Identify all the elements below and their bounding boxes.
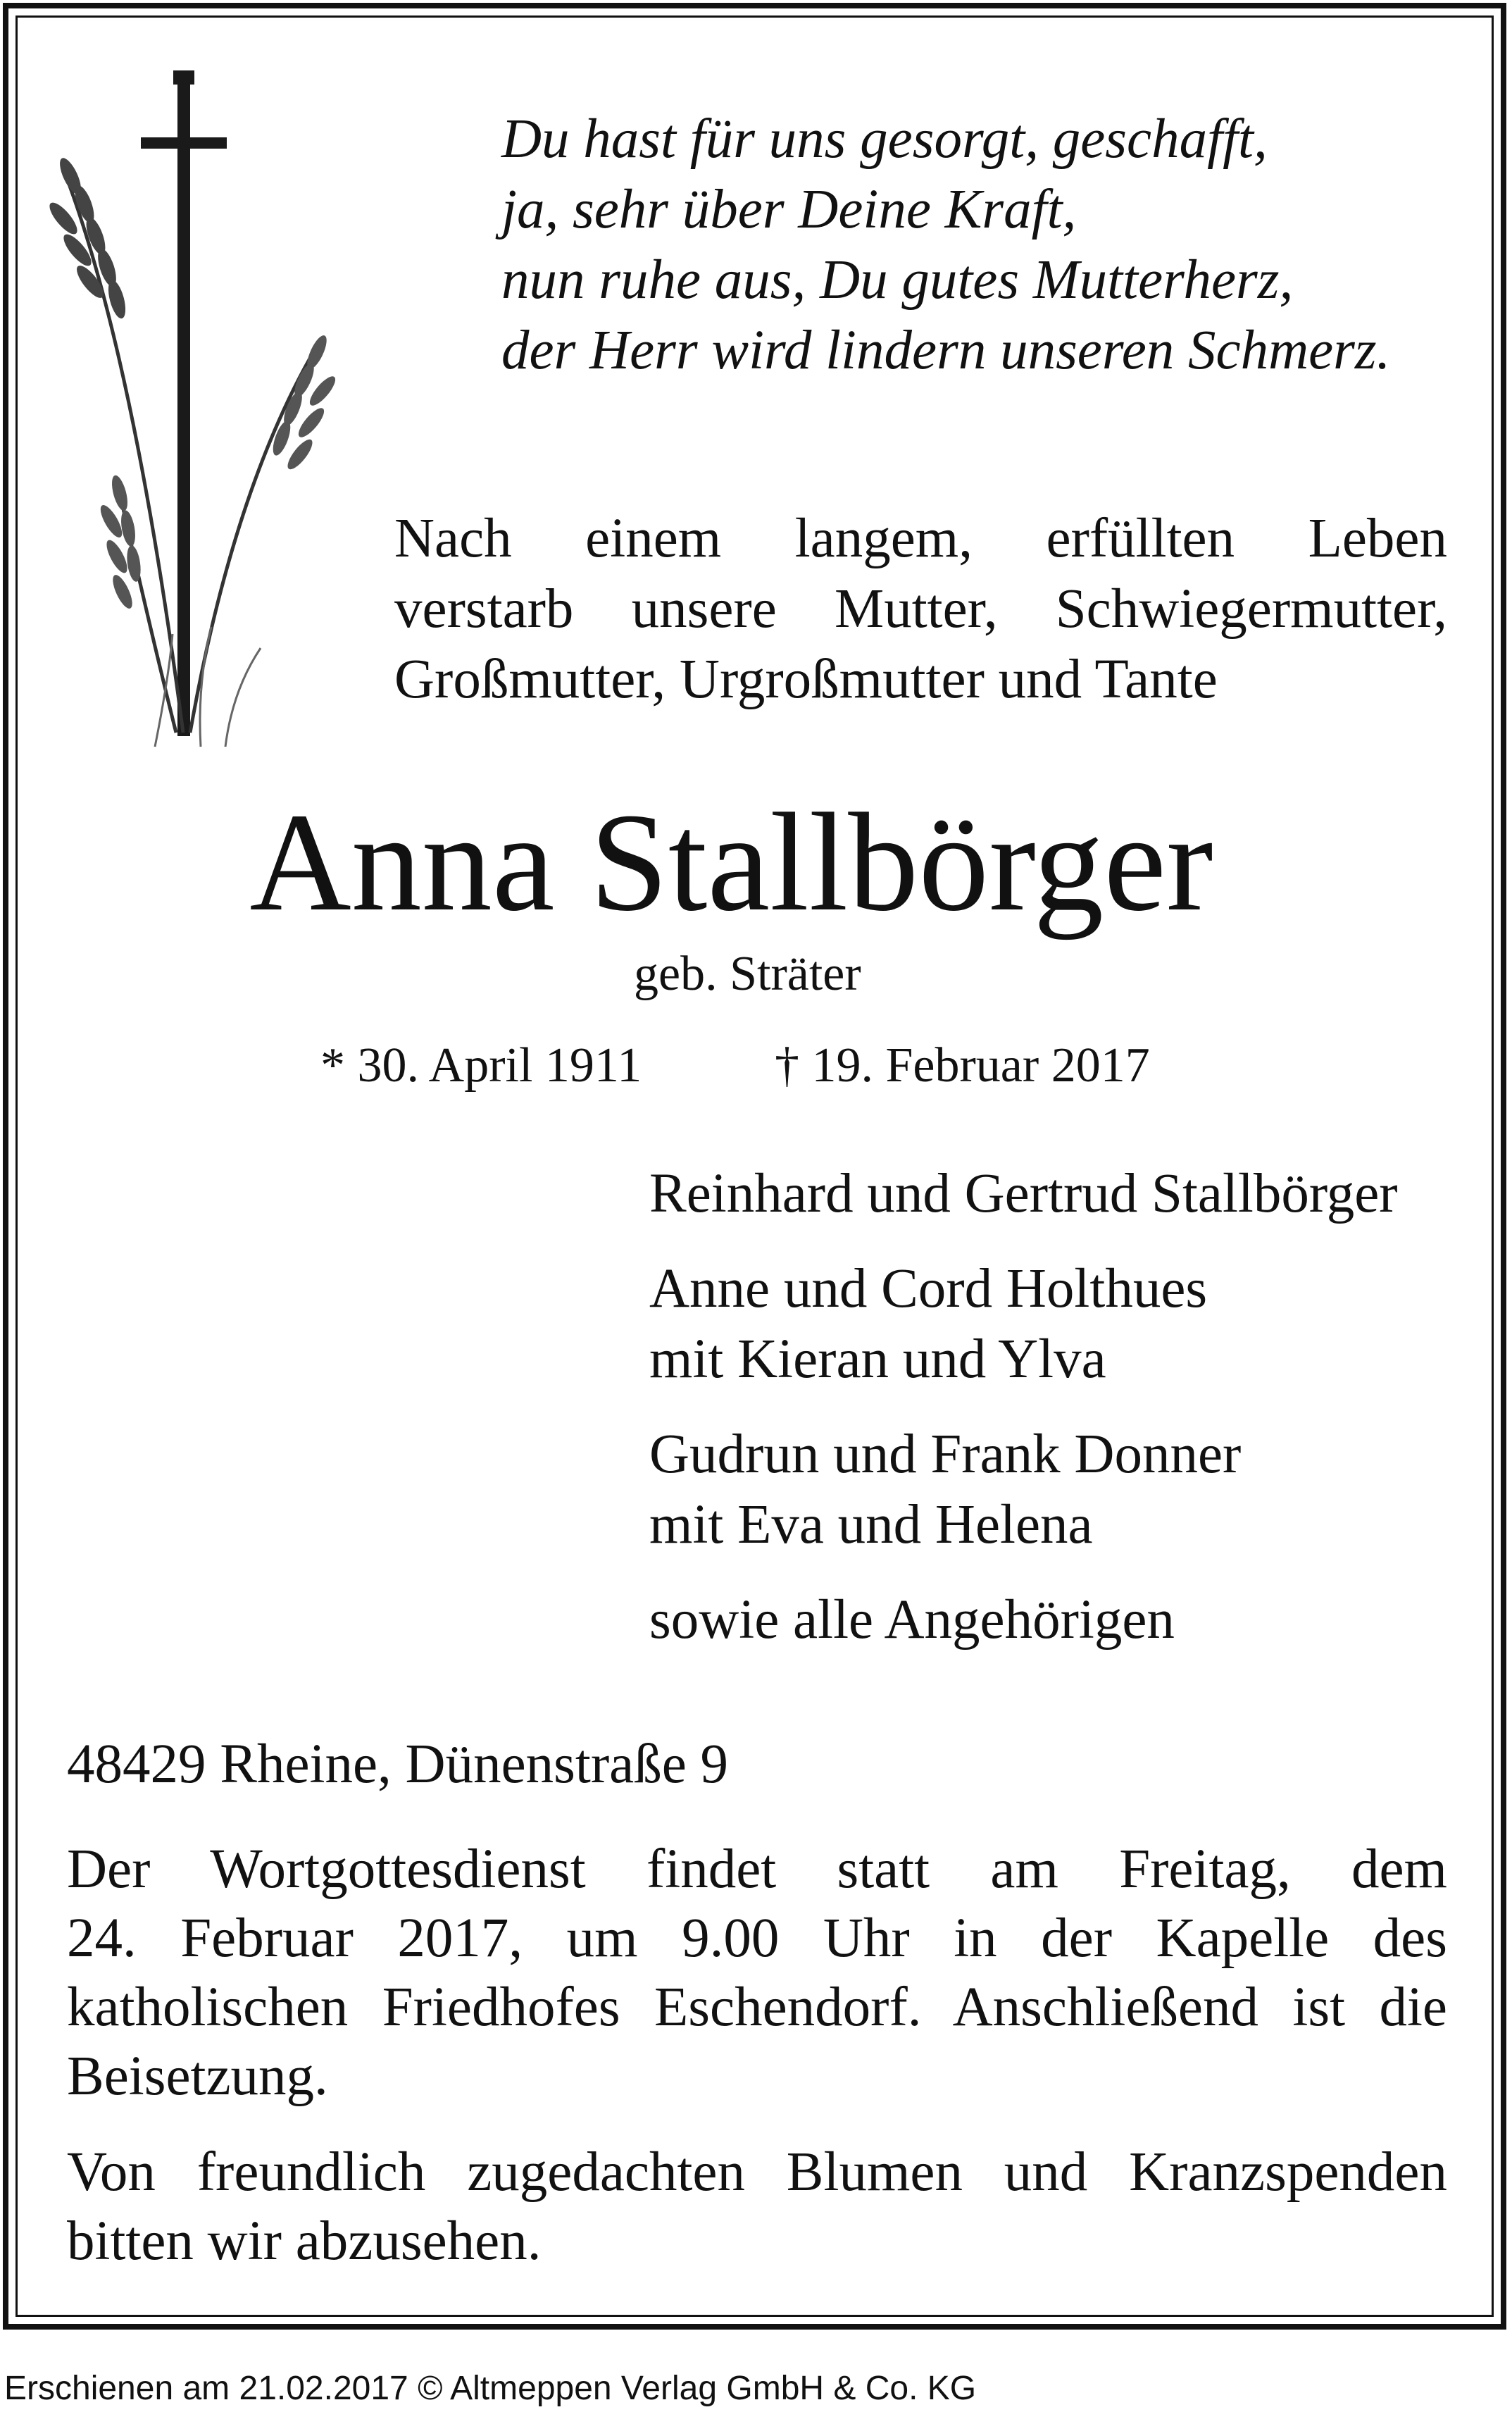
- mourner-group: [649, 1585, 1459, 1655]
- mourner-line: sowie alle Angehörigen: [649, 1589, 1175, 1651]
- mourner-line: Gudrun und Frank Donner: [649, 1424, 1242, 1485]
- intro-line: Nach einem langem, erfüllten Leben: [394, 508, 1447, 569]
- mourner-group: [649, 1254, 1459, 1395]
- poem-line: der Herr wird lindern unseren Schmerz.: [501, 320, 1391, 381]
- intro-line: Großmutter, Urgroßmutter und Tante: [394, 649, 1218, 710]
- flower-notice: [67, 2138, 1447, 2276]
- service-line: Der Wortgottesdienst findet statt am Freitag, dem: [67, 1839, 1447, 1900]
- service-info: [67, 1835, 1447, 2111]
- intro-line: verstarb unsere Mutter, Schwiegermutter,: [394, 578, 1447, 640]
- birth-name: geb. Sträter: [634, 947, 861, 1001]
- mourner-group: [649, 1419, 1459, 1560]
- poem-line: Du hast für uns gesorgt, geschafft,: [501, 108, 1268, 170]
- mourners-list: [649, 1159, 1459, 1680]
- mourner-group: [649, 1159, 1459, 1229]
- service-line: Beisetzung.: [67, 2046, 328, 2107]
- mourner-line: Anne und Cord Holthues: [649, 1258, 1208, 1319]
- poem-line: ja, sehr über Deine Kraft,: [501, 179, 1077, 240]
- notice-line: Von freundlich zugedachten Blumen und Kranzspenden: [67, 2141, 1447, 2203]
- cross-with-wheat-icon: [49, 70, 345, 754]
- mourner-line: Reinhard und Gertrud Stallbörger: [649, 1163, 1398, 1224]
- poem-line: nun ruhe aus, Du gutes Mutterherz,: [501, 249, 1294, 311]
- notice-line: bitten wir abzusehen.: [67, 2211, 542, 2272]
- poem: [501, 104, 1452, 386]
- service-line: 24. Februar 2017, um 9.00 Uhr in der Kapelle des: [67, 1908, 1447, 1969]
- mourner-line: mit Kieran und Ylva: [649, 1329, 1106, 1390]
- death-date: † 19. Februar 2017: [775, 1038, 1150, 1093]
- deceased-name: Anna Stallbörger: [249, 785, 1213, 940]
- publication-footer: Erschienen am 21.02.2017 © Altmeppen Verlag GmbH & Co. KG: [4, 2370, 977, 2407]
- service-line: katholischen Friedhofes Eschendorf. Anschließend ist die: [67, 1977, 1447, 2038]
- mourner-line: mit Eva und Helena: [649, 1494, 1093, 1555]
- death-announcement-text: [394, 504, 1447, 715]
- address: 48429 Rheine, Dünenstraße 9: [67, 1734, 729, 1795]
- birth-date: * 30. April 1911: [320, 1038, 642, 1093]
